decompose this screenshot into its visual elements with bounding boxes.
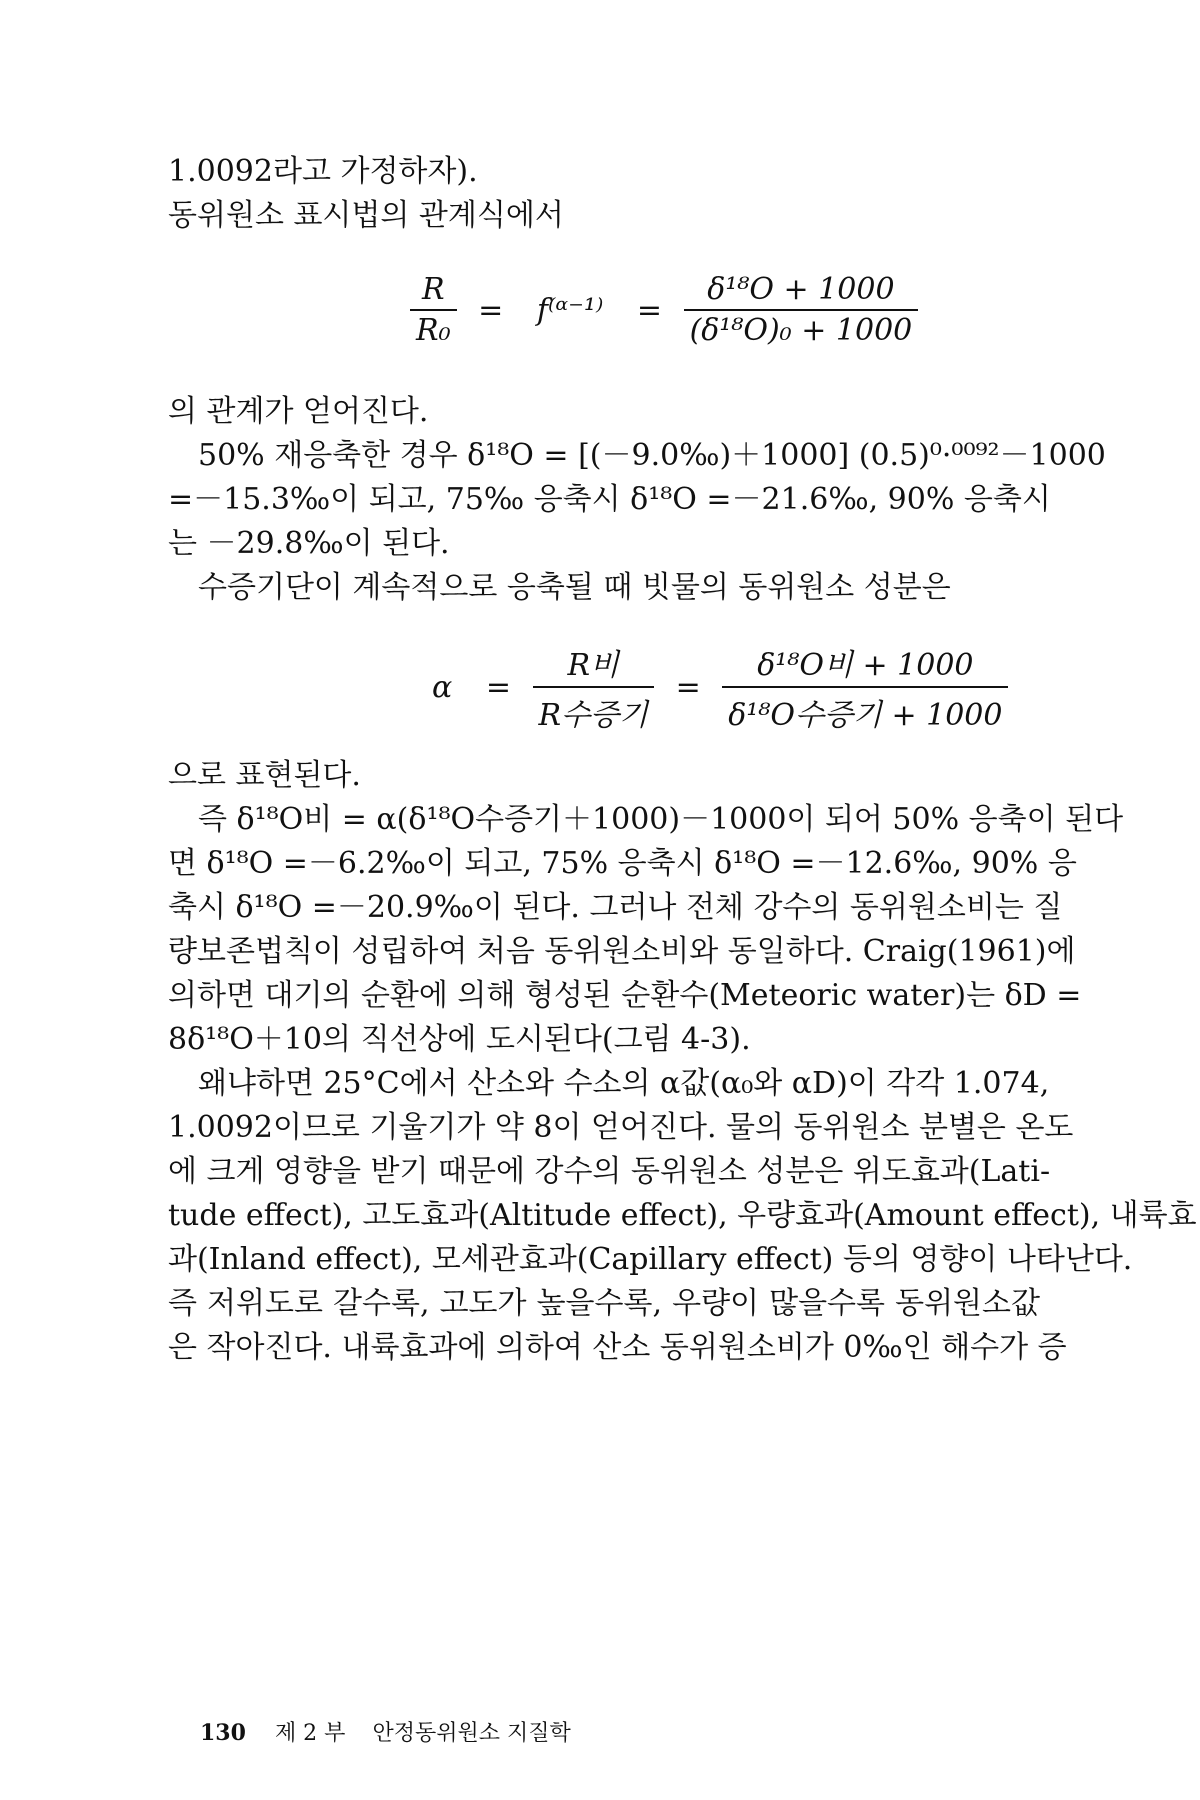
- page-footer: [200, 1716, 571, 1747]
- alpha-symbol: α: [432, 669, 453, 705]
- text-line: tude effect), 고도효과(Altitude effect), 우량효과(Amount effect), 내륙효: [168, 1198, 1197, 1233]
- denominator: δ¹⁸O수증기 + 1000: [728, 698, 1003, 733]
- text-line: 1.0092이므로 기울기가 약 8이 얻어진다. 물의 동위원소 분별은 온도: [168, 1110, 1074, 1145]
- text-line: 량보존법칙이 성립하여 처음 동위원소비와 동일하다. Craig(1961)에: [168, 934, 1076, 969]
- text-line: 즉 저위도로 갈수록, 고도가 높을수록, 우량이 많을수록 동위원소값: [168, 1286, 1040, 1321]
- denominator: (δ¹⁸O)₀ + 1000: [689, 313, 913, 348]
- page-number: 130: [200, 1720, 246, 1746]
- fraction: [684, 272, 919, 348]
- numerator: R비: [533, 640, 655, 688]
- text-line: 1.0092라고 가정하자).: [168, 154, 478, 189]
- denominator: R₀: [416, 313, 451, 348]
- text-line: 8δ¹⁸O＋10의 직선상에 도시된다(그림 4-3).: [168, 1022, 751, 1057]
- text-line: 의하면 대기의 순환에 의해 형성된 순환수(Meteoric water)는 δD =: [168, 978, 1082, 1013]
- text-line: 축시 δ¹⁸O =－20.9‰이 된다. 그러나 전체 강수의 동위원소비는 질: [168, 890, 1063, 925]
- equation-alpha: [420, 640, 1008, 734]
- text-line: 은 작아진다. 내륙효과에 의하여 산소 동위원소비가 0‰인 해수가 증: [168, 1330, 1067, 1365]
- text-line: =－15.3‰이 되고, 75‰ 응축시 δ¹⁸O =－21.6‰, 90% 응축시: [168, 482, 1051, 517]
- equation-ratio-fractionation: [410, 272, 918, 348]
- numerator: δ¹⁸O + 1000: [684, 272, 919, 311]
- equals-sign: =: [636, 292, 663, 328]
- text-line: 으로 표현된다.: [168, 758, 361, 793]
- text-line: 과(Inland effect), 모세관효과(Capillary effect) 등의 영향이 나타난다.: [168, 1242, 1133, 1277]
- equals-sign: =: [675, 669, 701, 705]
- text-line: 의 관계가 얻어진다.: [168, 394, 429, 429]
- part-label: 제 2 부: [274, 1721, 346, 1746]
- text-line: 50% 재응축한 경우 δ¹⁸O = [(－9.0‰)＋1000] (0.5)⁰·⁰⁰⁹²－1000: [198, 438, 1106, 473]
- text-line: 즉 δ¹⁸O비 = α(δ¹⁸O수증기＋1000)－1000이 되어 50% 응축이 된다: [198, 802, 1124, 837]
- book-title: 안정동위원소 지질학: [372, 1721, 571, 1746]
- fractionation-factor: f⁽ᵅ⁻¹⁾: [536, 292, 604, 328]
- fraction: [533, 640, 655, 734]
- text-line: 면 δ¹⁸O =－6.2‰이 되고, 75% 응축시 δ¹⁸O =－12.6‰, 90% 응: [168, 846, 1077, 881]
- fraction: [722, 640, 1008, 734]
- numerator: R: [410, 272, 457, 311]
- text-line: 동위원소 표시법의 관계식에서: [168, 198, 564, 233]
- equals-sign: =: [478, 292, 504, 328]
- fraction: [410, 272, 457, 348]
- text-line: 수증기단이 계속적으로 응축될 때 빗물의 동위원소 성분은: [198, 570, 951, 605]
- equals-sign: =: [485, 669, 511, 705]
- text-line: 에 크게 영향을 받기 때문에 강수의 동위원소 성분은 위도효과(Lati-: [168, 1154, 1051, 1189]
- text-line: 왜냐하면 25°C에서 산소와 수소의 α값(α₀와 αD)이 각각 1.074,: [198, 1066, 1050, 1101]
- numerator: δ¹⁸O비 + 1000: [722, 640, 1008, 688]
- denominator: R수증기: [538, 698, 649, 733]
- text-line: 는 －29.8‰이 된다.: [168, 526, 450, 561]
